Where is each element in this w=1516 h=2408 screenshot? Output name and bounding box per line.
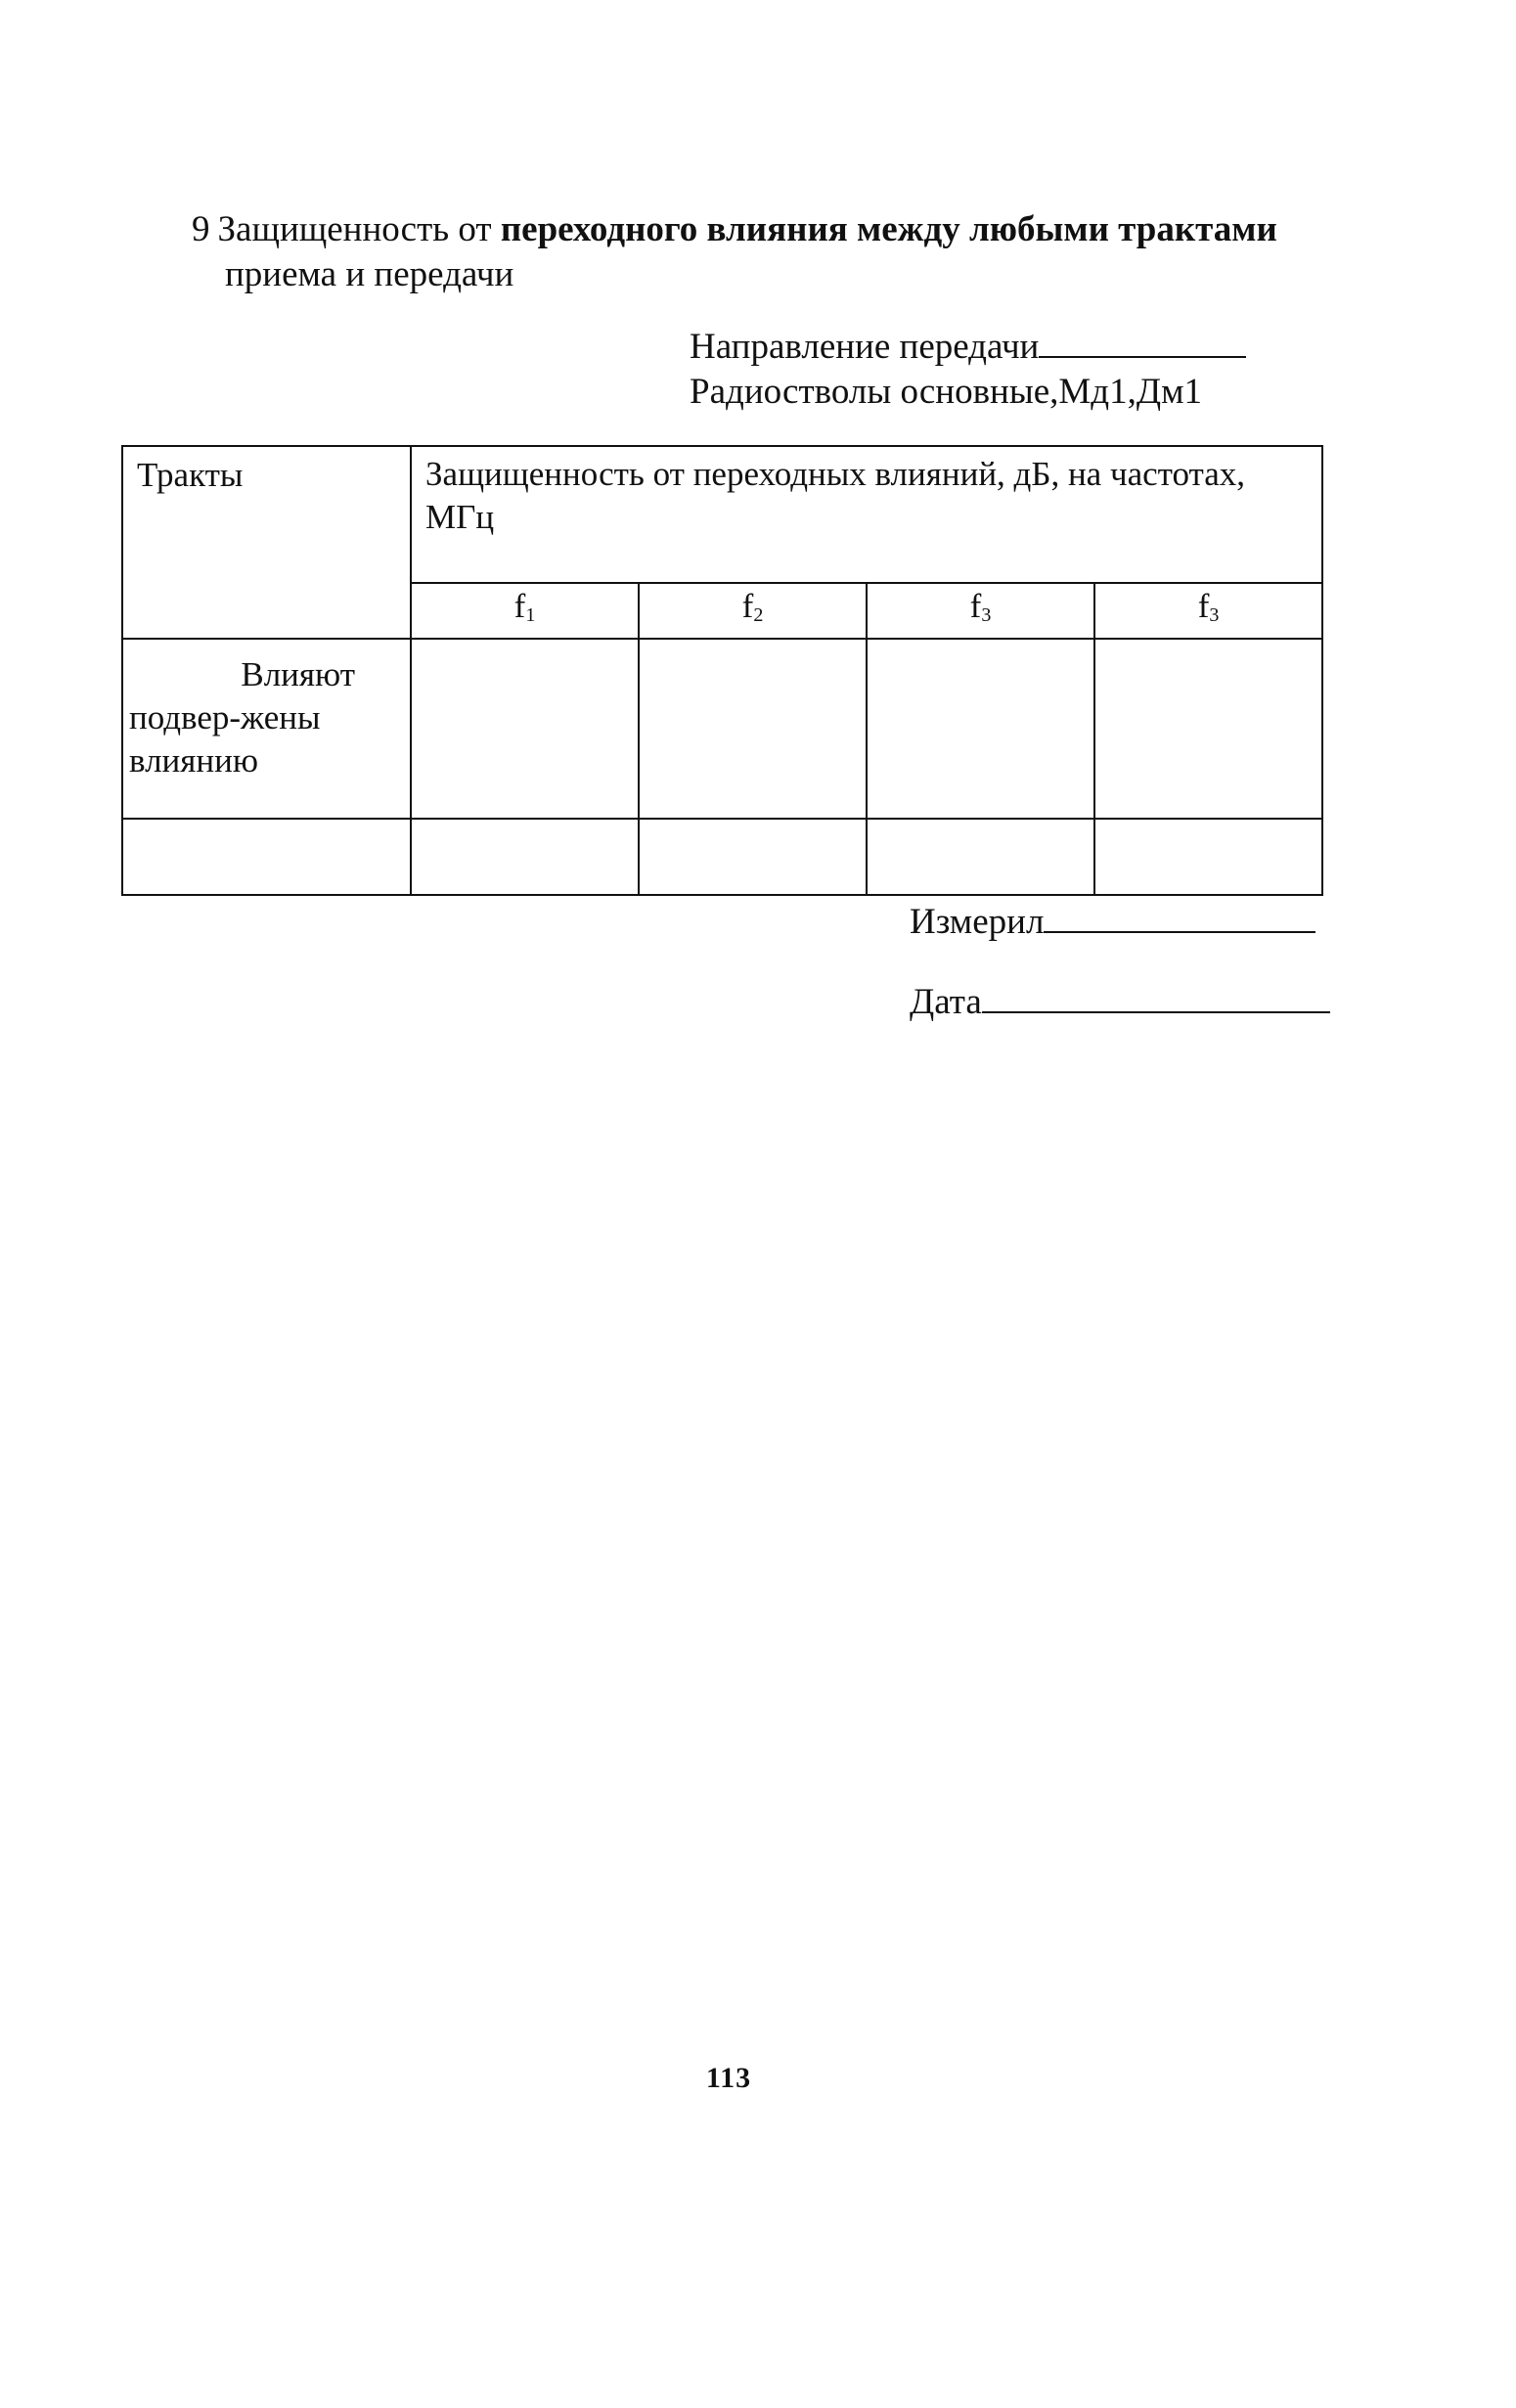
transmission-meta [690,325,1246,415]
influence-label: Влияют [241,655,355,693]
direction-label: Направление передачи [690,327,1040,367]
empty-cell-f2[interactable] [639,819,867,895]
measured-by-row [910,900,1315,945]
direction-blank-field[interactable] [1039,327,1246,358]
tracts-label-cell [122,639,411,819]
empty-cell-tracts[interactable] [122,819,411,895]
heading-text-bold: переходного влияния между любыми трактами [500,209,1277,249]
header-freq-4: $f_3$ [1094,583,1322,639]
table-row-empty [122,819,1322,895]
heading-text-normal: Защищенность от [217,209,492,249]
direction-row [690,325,1246,370]
page-number: 113 [705,2062,752,2094]
value-cell-f1[interactable] [411,639,639,819]
section-heading [192,207,1346,297]
empty-cell-f1[interactable] [411,819,639,895]
date-label: Дата [910,982,982,1022]
subject-label: подвер-жены влиянию [129,698,321,780]
empty-cell-f3[interactable] [867,819,1094,895]
header-freq-3: $f_3$ [867,583,1094,639]
empty-cell-f4[interactable] [1094,819,1322,895]
value-cell-f4[interactable] [1094,639,1322,819]
section-number: 9 [192,209,210,249]
heading-text-line2: приема и передачи [225,254,514,294]
date-blank-field[interactable] [982,982,1330,1013]
crosstalk-table [121,445,1323,896]
date-row [910,980,1330,1025]
header-protection: Защищенность от переходных влияний, дБ, на частотах, МГц [411,446,1322,583]
measured-by-label: Измерил [910,902,1045,942]
value-cell-f2[interactable] [639,639,867,819]
table-row [122,639,1322,819]
measured-by-blank-field[interactable] [1044,902,1315,933]
header-freq-2: $f_2$ [639,583,867,639]
table-header-row [122,446,1322,583]
radio-trunks-label: Радиостволы основные,Мд1,Дм1 [690,372,1203,412]
header-freq-1: $f_1$ [411,583,639,639]
header-tracts: Тракты [122,446,411,639]
value-cell-f3[interactable] [867,639,1094,819]
